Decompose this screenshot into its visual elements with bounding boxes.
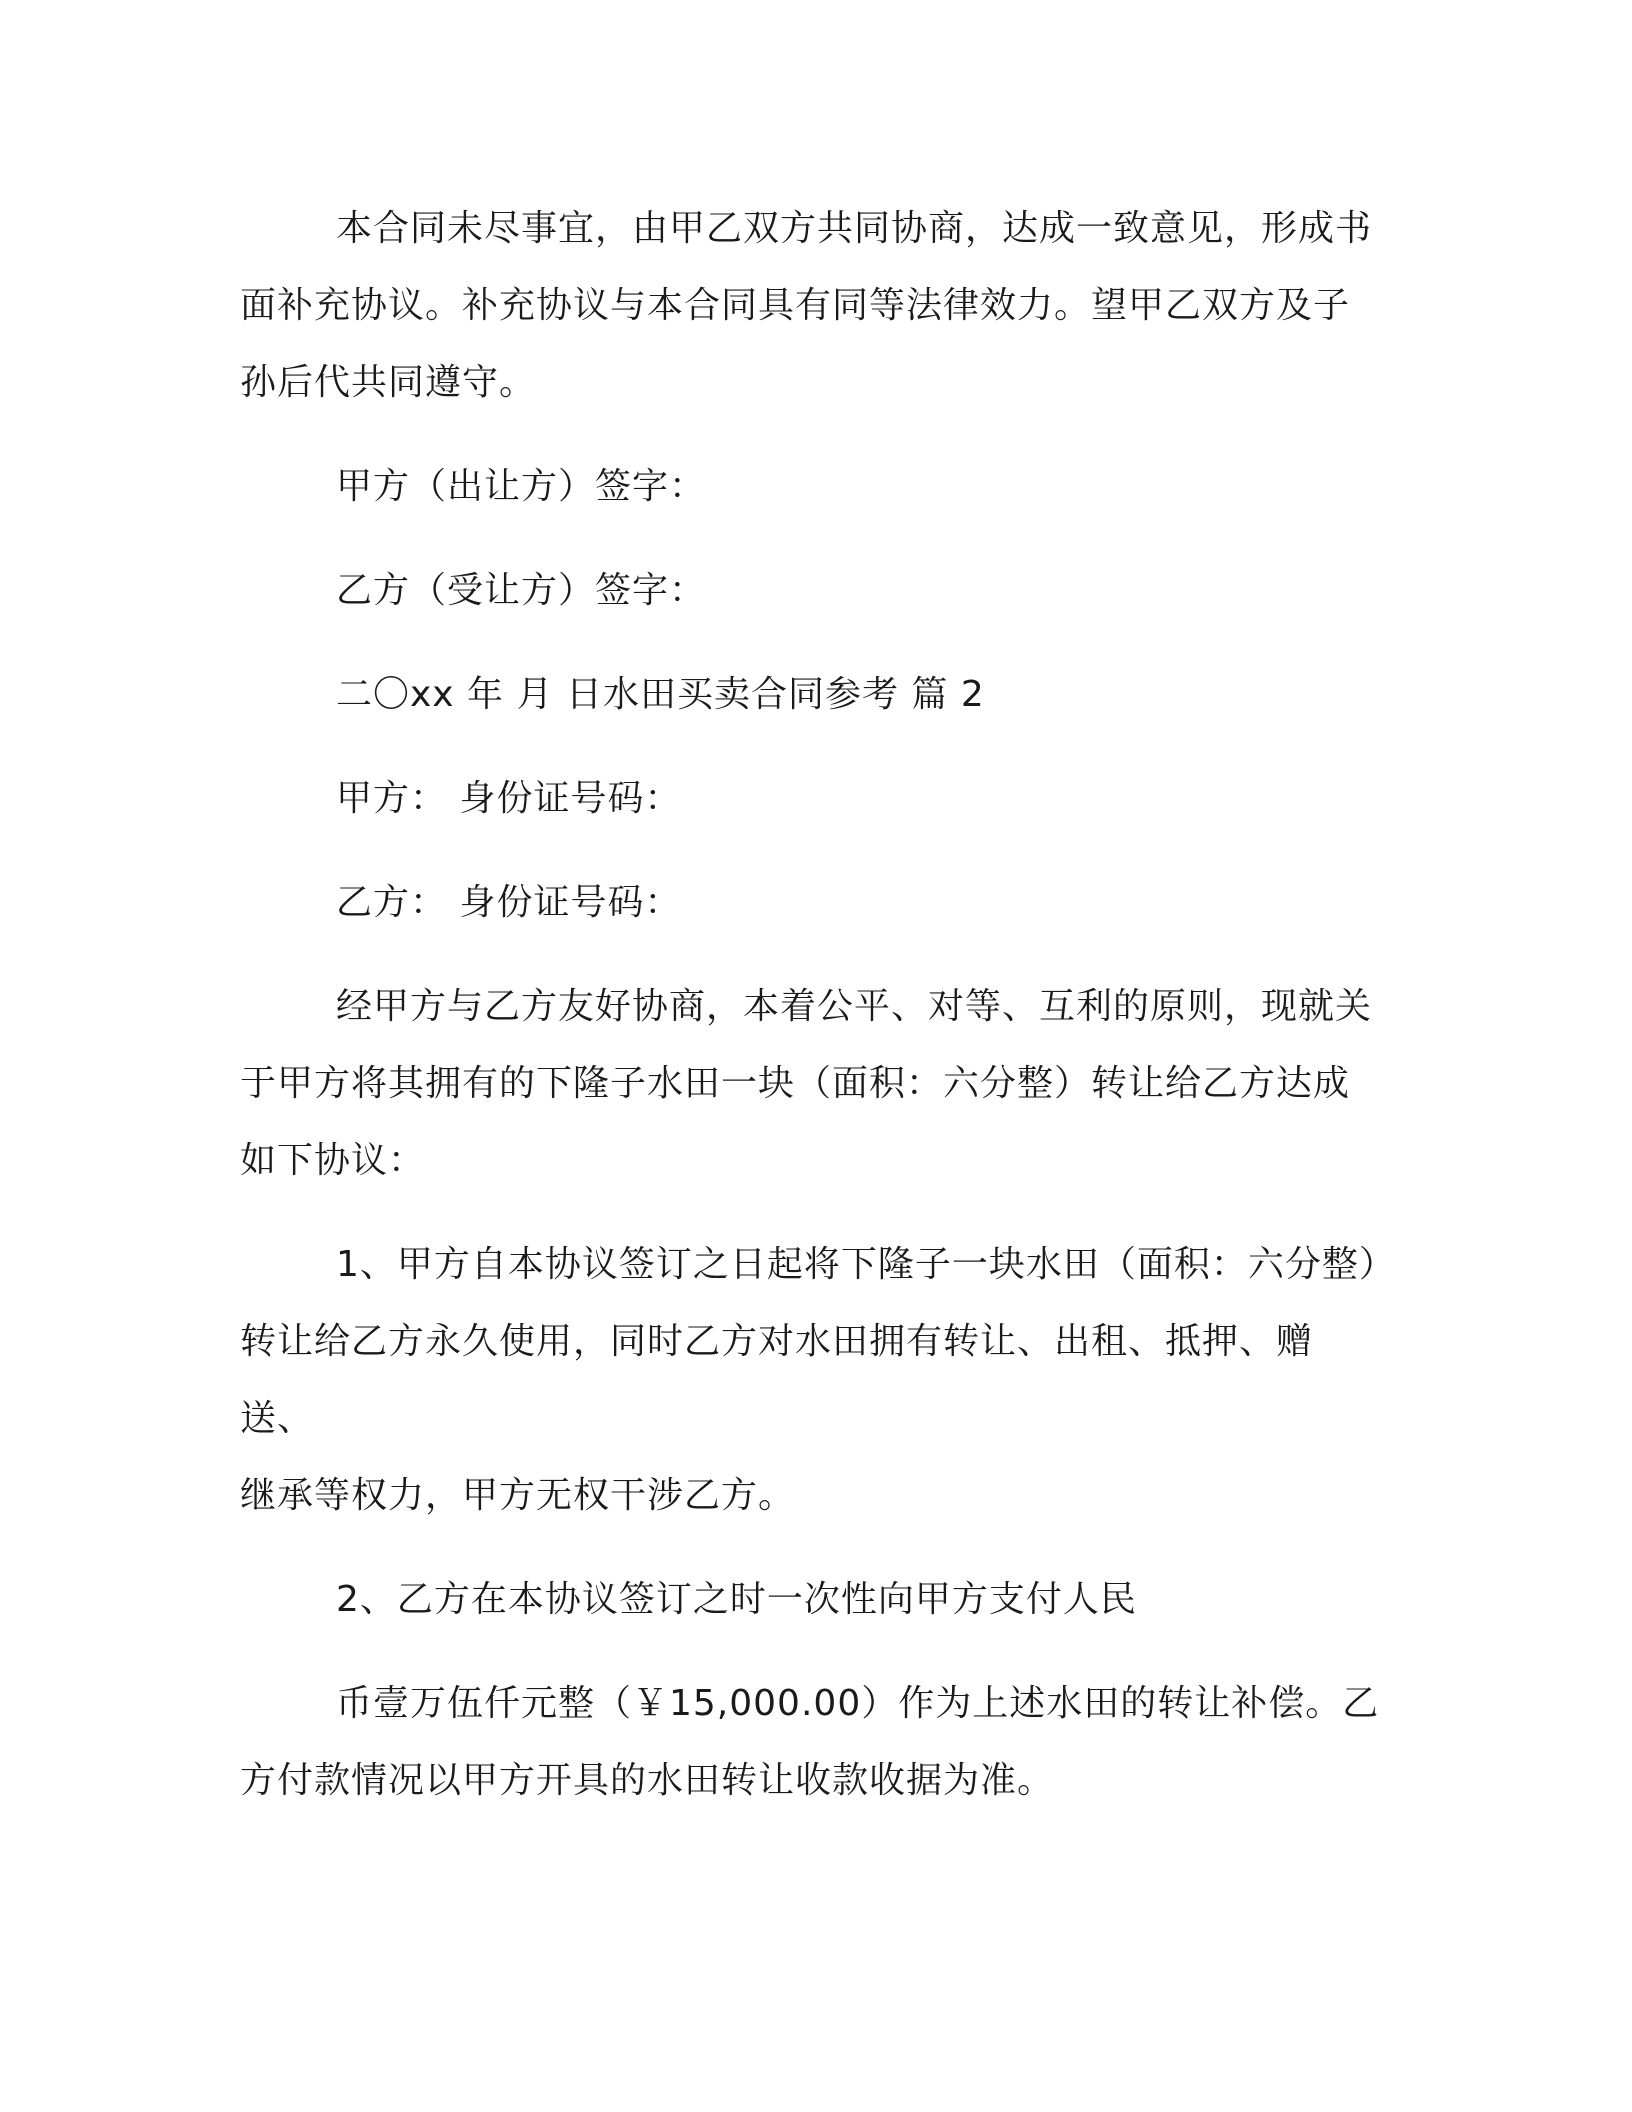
text-line: 二〇xx 年 月 日水田买卖合同参考 篇 2 [336,674,985,715]
paragraph-party-b-signature [240,552,1380,629]
paragraph-date-and-title [240,656,1380,733]
text-line: 乙方（受让方）签字： [336,570,707,611]
text-line: 孙后代共同遵守。 [240,362,537,403]
text-line: 乙方： 身份证号码： [336,882,682,923]
paragraph-clause-2 [240,1561,1380,1638]
paragraph-clause-1 [240,1226,1396,1534]
text-line: 如下协议： [240,1140,426,1181]
text-line: 转让给乙方永久使用，同时乙方对水田拥有转让、出租、抵押、赠送、 [240,1321,1314,1439]
paragraph-party-a-signature [240,448,1380,525]
text-line: 1、甲方自本协议签订之日起将下隆子一块水田（面积：六分整） [336,1244,1396,1285]
text-line: 甲方（出让方）签字： [336,466,707,507]
text-line: 甲方： 身份证号码： [336,778,682,819]
paragraph-party-a-id [240,760,1380,837]
text-line: 方付款情况以甲方开具的水田转让收款收据为准。 [240,1760,1055,1801]
text-line: 于甲方将其拥有的下隆子水田一块（面积：六分整）转让给乙方达成 [240,1063,1351,1104]
text-line: 经甲方与乙方友好协商，本着公平、对等、互利的原则，现就关 [336,986,1373,1027]
text-line: 继承等权力，甲方无权干涉乙方。 [240,1475,796,1516]
text-line: 本合同未尽事宜，由甲乙双方共同协商，达成一致意见，形成书 [336,208,1373,249]
paragraph-supplement-clause [240,190,1380,421]
document-page [240,190,1396,1846]
text-line: 2、乙方在本协议签订之时一次性向甲方支付人民 [336,1579,1137,1620]
text-line: 面补充协议。补充协议与本合同具有同等法律效力。望甲乙双方及子 [240,285,1351,326]
paragraph-clause-2-continued [240,1665,1380,1819]
paragraph-party-b-id [240,864,1380,941]
text-line: 币壹万伍仟元整（￥15,000.00）作为上述水田的转让补偿。乙 [336,1683,1380,1724]
paragraph-preamble [240,968,1380,1199]
